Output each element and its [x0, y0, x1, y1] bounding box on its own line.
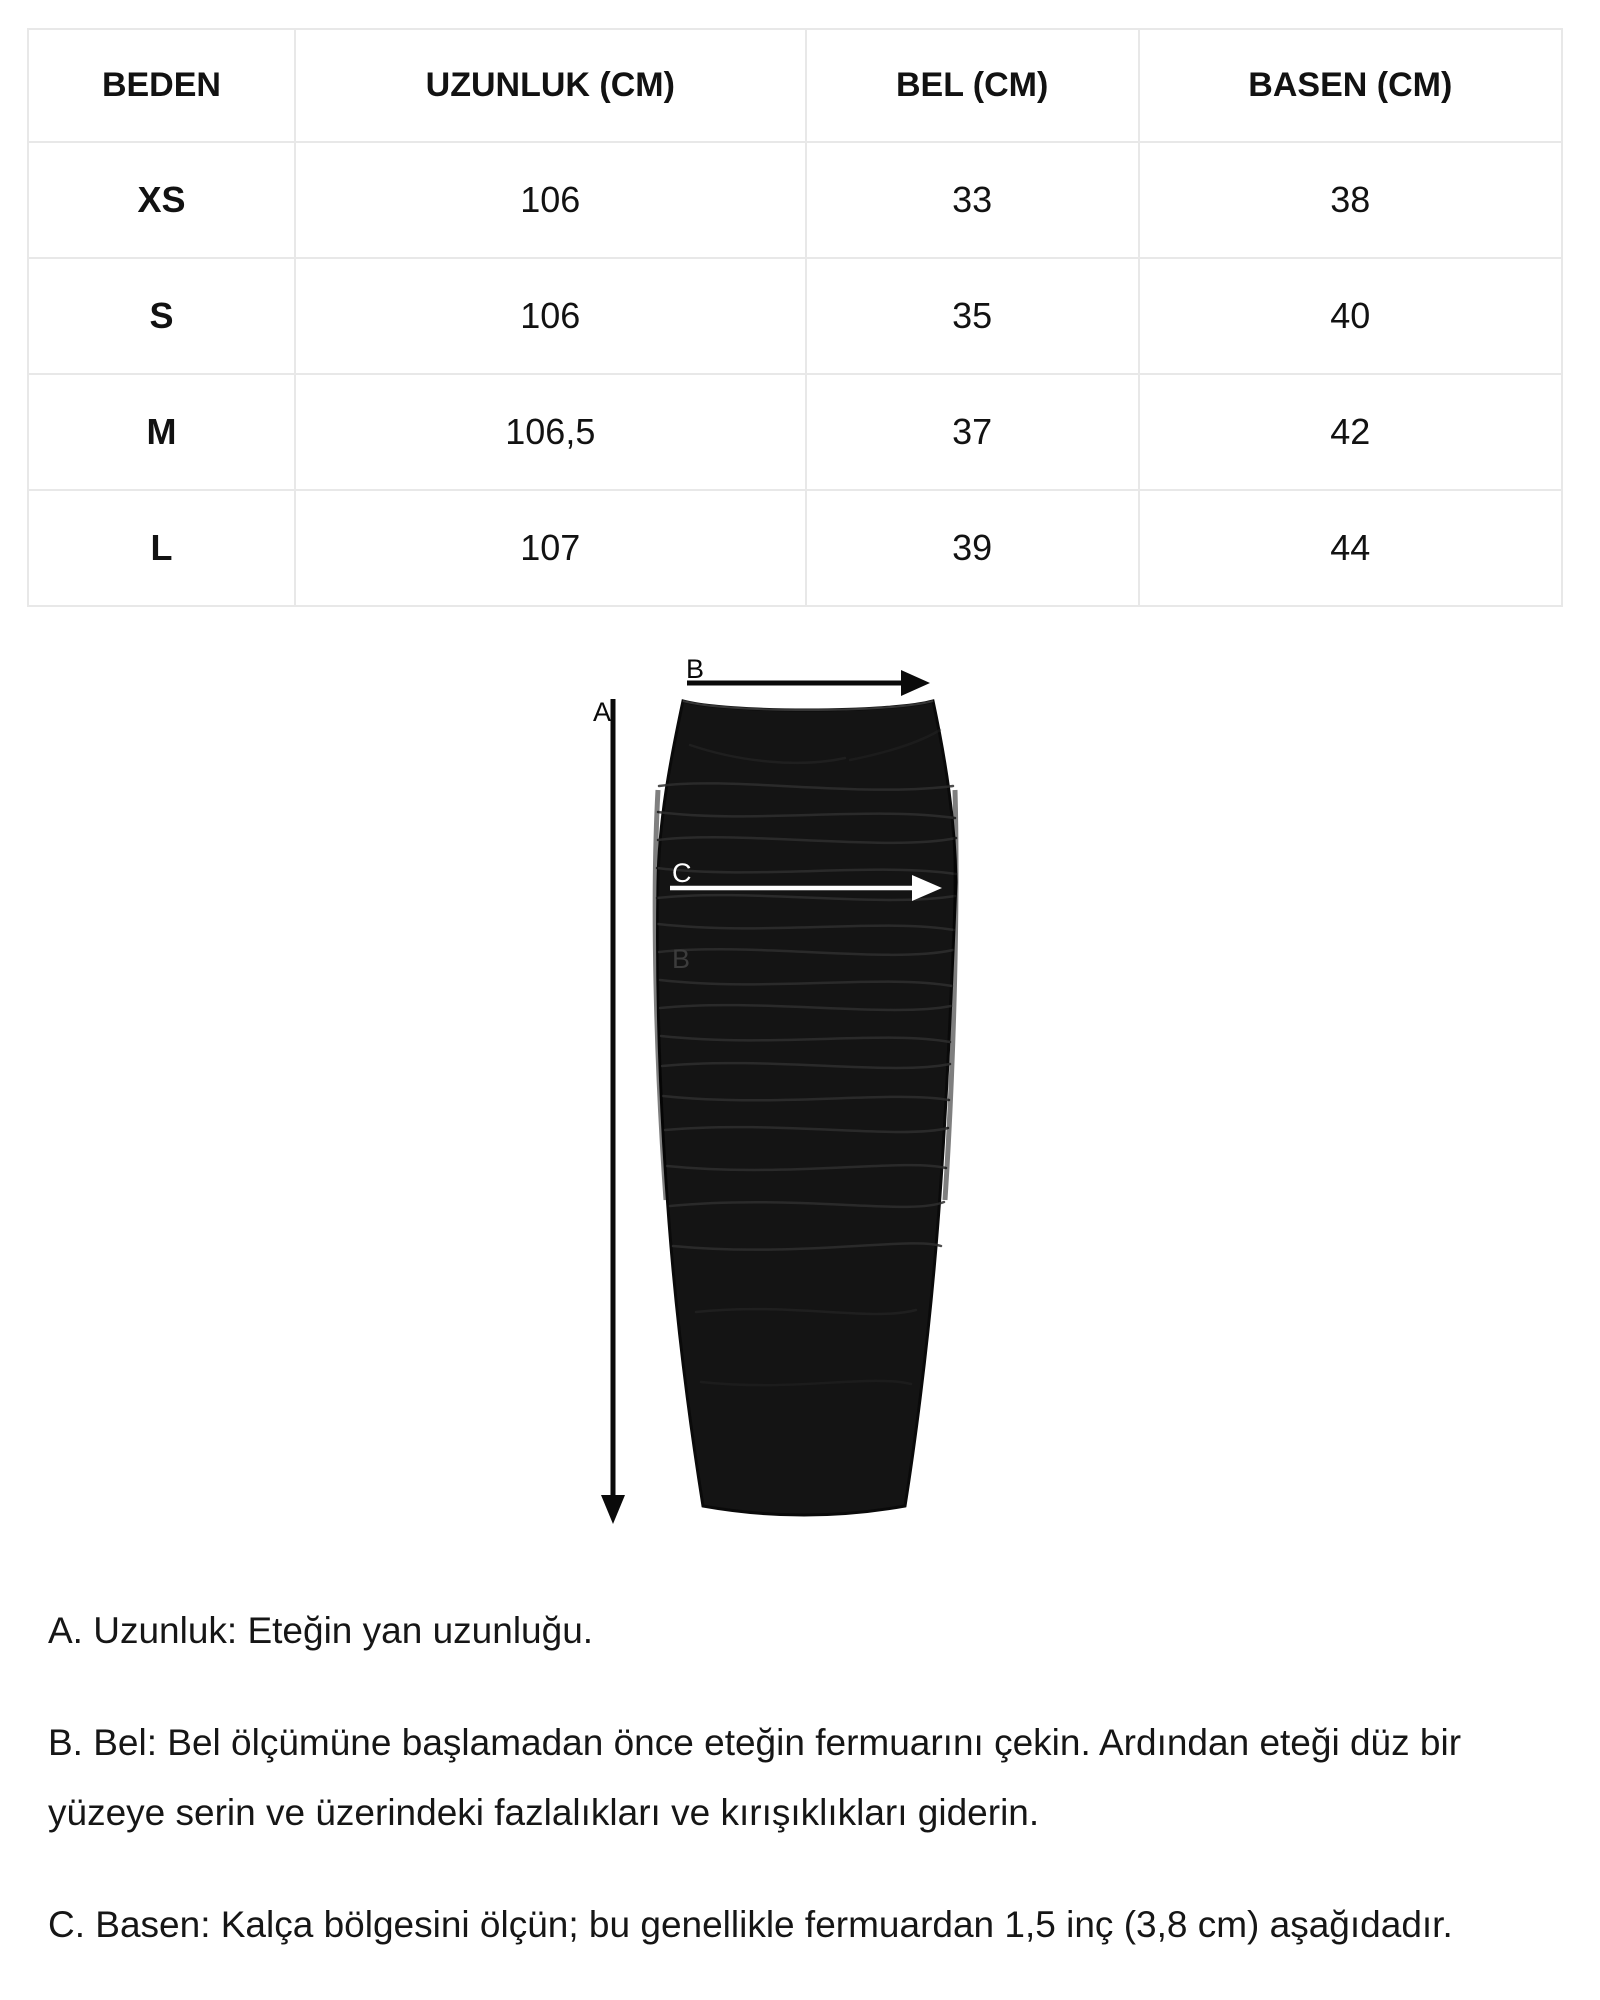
length-value: 106,5: [295, 374, 806, 490]
table-row: [28, 258, 1562, 374]
size-label-xs: XS: [28, 142, 295, 258]
diagram-label-a: A: [593, 697, 612, 727]
size-chart-table: [27, 28, 1563, 607]
length-arrow-a: [601, 699, 625, 1524]
diagram-label-b-side: B: [672, 944, 691, 974]
hip-value: 38: [1139, 142, 1562, 258]
size-label-s: S: [28, 258, 295, 374]
arrowhead-right-icon: [901, 670, 930, 696]
waist-arrow-b: [687, 670, 930, 696]
diagram-label-c: C: [672, 858, 692, 888]
length-value: 106: [295, 142, 806, 258]
table-row: [28, 490, 1562, 606]
hip-value: 40: [1139, 258, 1562, 374]
table-row: [28, 374, 1562, 490]
arrowhead-down-icon: [601, 1495, 625, 1524]
note-uzunluk: A. Uzunluk: Eteğin yan uzunluğu.: [48, 1610, 594, 1651]
measurement-notes: [48, 1596, 1578, 2000]
skirt-shape: [658, 701, 956, 1515]
measurement-diagram: [560, 645, 1000, 1545]
table-row: [28, 142, 1562, 258]
waist-value: 33: [806, 142, 1139, 258]
diagram-label-b-top: B: [686, 654, 705, 684]
size-chart-section: [27, 28, 1563, 607]
waist-value: 35: [806, 258, 1139, 374]
column-header-uzunluk: UZUNLUK (CM): [295, 29, 806, 142]
column-header-beden: BEDEN: [28, 29, 295, 142]
hip-value: 44: [1139, 490, 1562, 606]
note-bel: B. Bel: Bel ölçümüne başlamadan önce eteğin fermuarını çekin. Ardından eteği düz bir yüzeye serin ve üzerindeki fazlalıkları ve kırışıklıkları giderin.: [48, 1722, 1462, 1833]
size-label-m: M: [28, 374, 295, 490]
table-header-row: [28, 29, 1562, 142]
note-basen: C. Basen: Kalça bölgesini ölçün; bu genellikle fermuardan 1,5 inç (3,8 cm) aşağıdadır.: [48, 1904, 1453, 1945]
column-header-basen: BASEN (CM): [1139, 29, 1562, 142]
waist-value: 37: [806, 374, 1139, 490]
hip-value: 42: [1139, 374, 1562, 490]
size-label-l: L: [28, 490, 295, 606]
column-header-bel: BEL (CM): [806, 29, 1139, 142]
waist-value: 39: [806, 490, 1139, 606]
skirt-diagram-svg: [560, 645, 1000, 1545]
length-value: 106: [295, 258, 806, 374]
length-value: 107: [295, 490, 806, 606]
